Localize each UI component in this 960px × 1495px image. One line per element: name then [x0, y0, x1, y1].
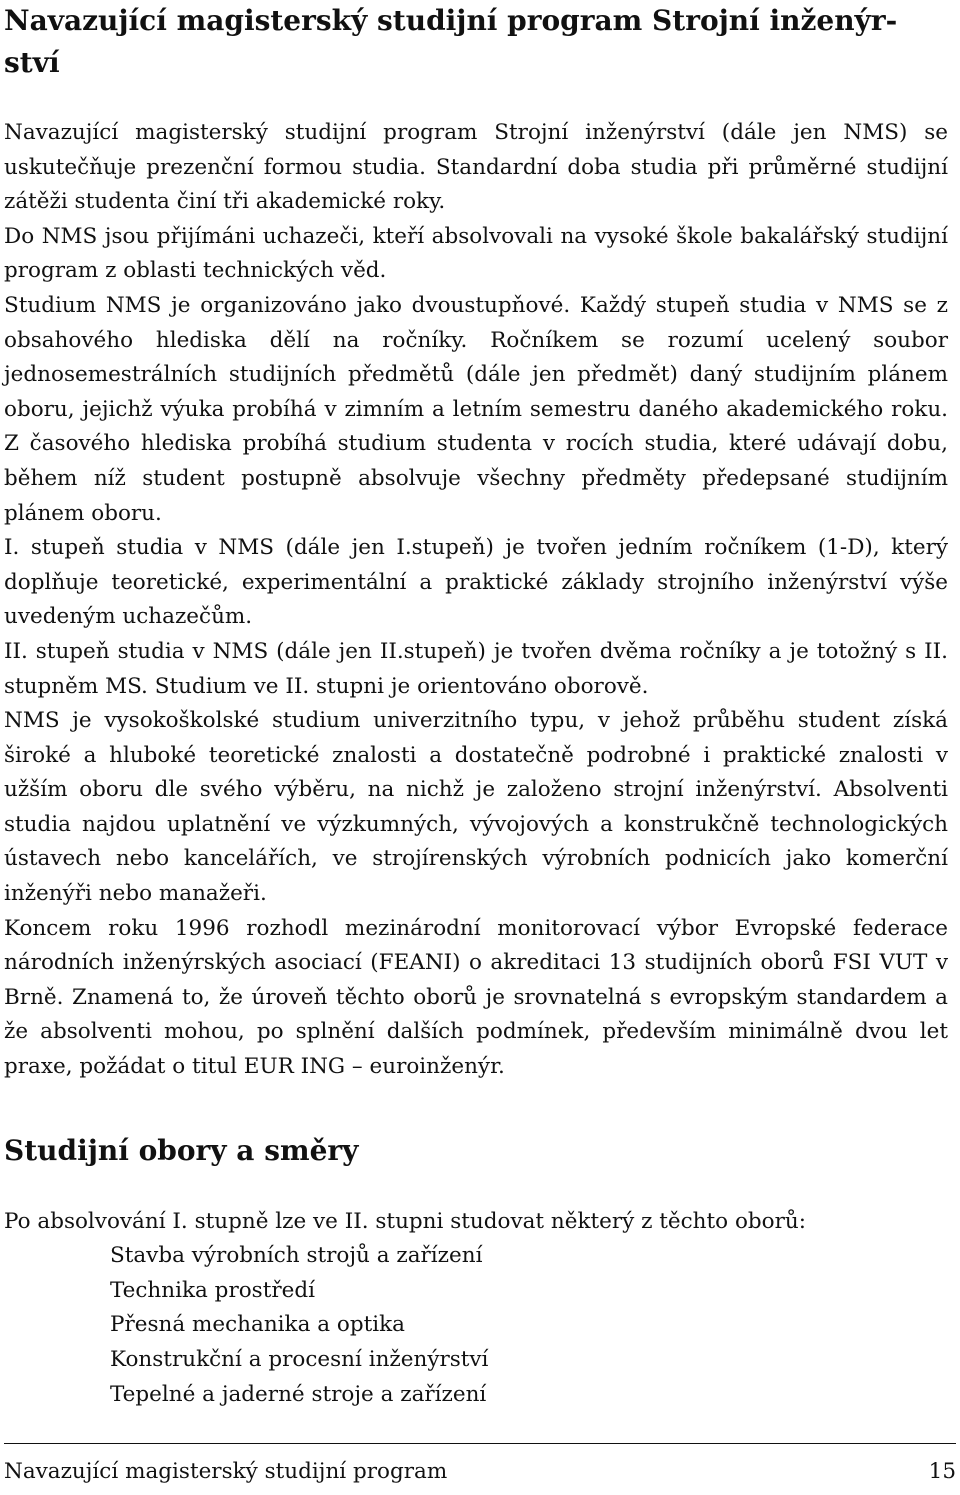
- paragraph-feani-accreditation: Koncem roku 1996 rozhodl mezinárodní monitorovací výbor Evropské federace národních inženýrských asociací (FEANI) o akreditaci 13 studijních oborů FSI VUT v Brně. Znamená to, že úroveň těchto oborů je srovnatelná s evropským standardem a že absolventi mohou, po splnění dalších podmínek, především minimálně dvou let praxe, požádat o titul EUR ING – euroinženýr.: [4, 915, 948, 1080]
- paragraph-admission: Do NMS jsou přijímáni uchazeči, kteří absolvovali na vysoké škole bakalářský studijní program z oblasti technických věd.: [4, 223, 948, 284]
- page-title: [4, 0, 948, 84]
- list-item: Přesná mechanika a optika: [110, 1312, 405, 1338]
- section-title: Studijní obory a směry: [4, 1133, 359, 1167]
- list-item: Technika prostředí: [110, 1277, 315, 1303]
- paragraph-study-character: NMS je vysokoškolské studium univerzitního typu, v jehož průběhu student získá široké a hluboké teoretické znalosti a dostatečně podrobné i praktické znalosti v užším oboru dle svého výběru, na nichž je založeno strojní inženýrství. Absolventi studia najdou uplatnění ve výzkumných, vývojových a konstrukčně technologických ústavech nebo kancelářích, ve strojírenských výrobních podnicích jako komerční inženýři nebo manažeři.: [4, 708, 948, 907]
- page-footer: [4, 1458, 956, 1486]
- page-number: 15: [928, 1459, 956, 1484]
- page-title-line-2: ství: [4, 46, 60, 79]
- list-item: Konstrukční a procesní inženýrství: [110, 1347, 489, 1372]
- footer-title: Navazující magisterský studijní program: [4, 1459, 448, 1484]
- paragraph-program-intro: Navazující magisterský studijní program Strojní inženýrství (dále jen NMS) se uskutečňuje prezenční formou studia. Standardní doba studia při průměrné studijní zátěži studenta činí tři akademické roky.: [4, 120, 948, 215]
- page-title-line-1: Navazující magisterský studijní program Strojní inženýr-: [4, 4, 898, 37]
- section-intro: Po absolvování I. stupně lze ve II. stupni studovat některý z těchto oborů:: [4, 1208, 806, 1234]
- paragraph-first-stage: I. stupeň studia v NMS (dále jen I.stupeň) je tvořen jedním ročníkem (1-D), který doplňuje teoretické, experimentální a praktické základy strojního inženýrství výše uvedeným uchazečům.: [4, 535, 948, 630]
- footer-divider: [4, 1443, 956, 1444]
- paragraph-second-stage: II. stupeň studia v NMS (dále jen II.stupeň) je tvořen dvěma ročníky a je totožný s II. stupněm MS. Studium ve II. stupni je orientováno oborově.: [4, 638, 948, 699]
- list-item: Stavba výrobních strojů a zařízení: [110, 1243, 483, 1269]
- document-page: [4, 0, 948, 1495]
- paragraph-organization: Studium NMS je organizováno jako dvoustupňové. Každý stupeň studia v NMS se z obsahového hlediska dělí na ročníky. Ročníkem se rozumí ucelený soubor jednosemestrálních studijních předmětů (dále jen předmět) daný studijním plánem oboru, jejichž výuka probíhá v zimním a letním semestru daného akademického roku. Z časového hlediska probíhá studium studenta v rocích studia, které udávají dobu, během níž student postupně absolvuje všechny předměty předepsané studijním plánem oboru.: [4, 292, 948, 526]
- list-item: Tepelné a jaderné stroje a zařízení: [110, 1381, 487, 1407]
- body-text: [4, 116, 948, 1085]
- fields-list: [4, 1239, 948, 1412]
